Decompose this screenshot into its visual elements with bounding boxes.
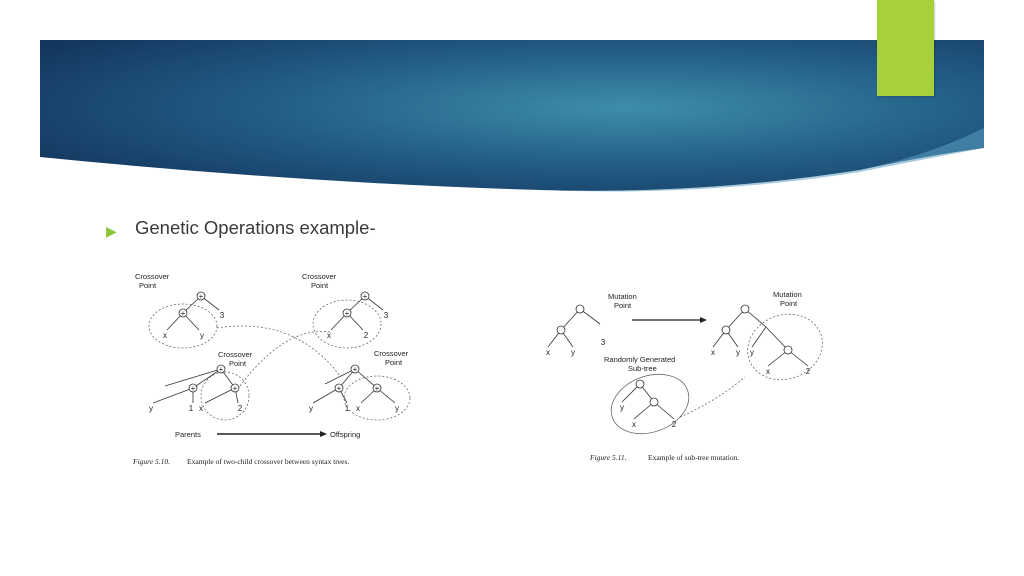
figure1-caption-prefix: Figure 5.10. bbox=[133, 457, 171, 466]
leaf-x: x bbox=[199, 404, 203, 413]
mutation-label-a: Mutation bbox=[608, 292, 637, 301]
parents-label: Parents bbox=[175, 430, 201, 439]
bullet-icon: ▶ bbox=[106, 223, 117, 239]
node-op: + bbox=[180, 309, 186, 318]
label-text: Sub-tree bbox=[628, 364, 657, 373]
label-text: Point bbox=[385, 358, 403, 367]
label-text: Point bbox=[139, 281, 157, 290]
mutation-label-b: Mutation bbox=[773, 290, 802, 299]
node-op: + bbox=[190, 384, 196, 393]
leaf-2: 2 bbox=[805, 367, 811, 376]
leaf-y: y bbox=[736, 348, 740, 357]
leaf-x: x bbox=[163, 331, 167, 340]
leaf-3: 3 bbox=[600, 338, 606, 347]
leaf-x: x bbox=[632, 420, 636, 429]
label-text: Point bbox=[614, 301, 632, 310]
label-text: Point bbox=[780, 299, 798, 308]
leaf-y: y bbox=[620, 403, 624, 412]
mutation-figure bbox=[540, 282, 830, 467]
leaf-x: x bbox=[546, 348, 550, 357]
leaf-y: y bbox=[395, 404, 399, 413]
leaf-2: 2 bbox=[363, 331, 369, 340]
random-subtree-label: Randomly Generated bbox=[604, 355, 676, 364]
node-op: + bbox=[336, 384, 342, 393]
node-op: + bbox=[232, 384, 238, 393]
leaf-1: 1 bbox=[344, 404, 350, 413]
figure2-caption: Example of sub-tree mutation. bbox=[648, 453, 740, 462]
node-op: + bbox=[362, 292, 368, 301]
crossover-label-c: Crossover bbox=[218, 350, 253, 359]
figure1-caption: Example of two-child crossover between syntax trees. bbox=[187, 457, 350, 466]
label-text: Point bbox=[229, 359, 247, 368]
leaf-2: 2 bbox=[237, 404, 243, 413]
leaf-x: x bbox=[766, 367, 770, 376]
crossover-label-d: Crossover bbox=[374, 349, 409, 358]
node-op: + bbox=[374, 384, 380, 393]
node-op: + bbox=[352, 365, 358, 374]
offspring-label: Offspring bbox=[330, 430, 361, 439]
node-op: + bbox=[344, 309, 350, 318]
leaf-x: x bbox=[356, 404, 360, 413]
crossover-figure bbox=[125, 266, 435, 476]
header-banner bbox=[0, 0, 1024, 200]
leaf-3: 3 bbox=[383, 311, 389, 320]
leaf-x: x bbox=[711, 348, 715, 357]
figure2-caption-prefix: Figure 5.11. bbox=[590, 453, 627, 462]
leaf-3: 3 bbox=[219, 311, 225, 320]
crossover-label-a: Crossover bbox=[135, 272, 170, 281]
node-op: + bbox=[198, 292, 204, 301]
accent-bar bbox=[877, 0, 934, 96]
leaf-y: y bbox=[309, 404, 313, 413]
leaf-y: y bbox=[571, 348, 575, 357]
node-op: + bbox=[218, 365, 224, 374]
label-text: Point bbox=[311, 281, 329, 290]
crossover-label-b: Crossover bbox=[302, 272, 337, 281]
slide-heading: Genetic Operations example- bbox=[135, 217, 376, 238]
leaf-1: 1 bbox=[188, 404, 194, 413]
leaf-2: 2 bbox=[671, 420, 677, 429]
leaf-x: x bbox=[327, 331, 331, 340]
leaf-y: y bbox=[750, 348, 754, 357]
leaf-y: y bbox=[200, 331, 204, 340]
leaf-y: y bbox=[149, 404, 153, 413]
